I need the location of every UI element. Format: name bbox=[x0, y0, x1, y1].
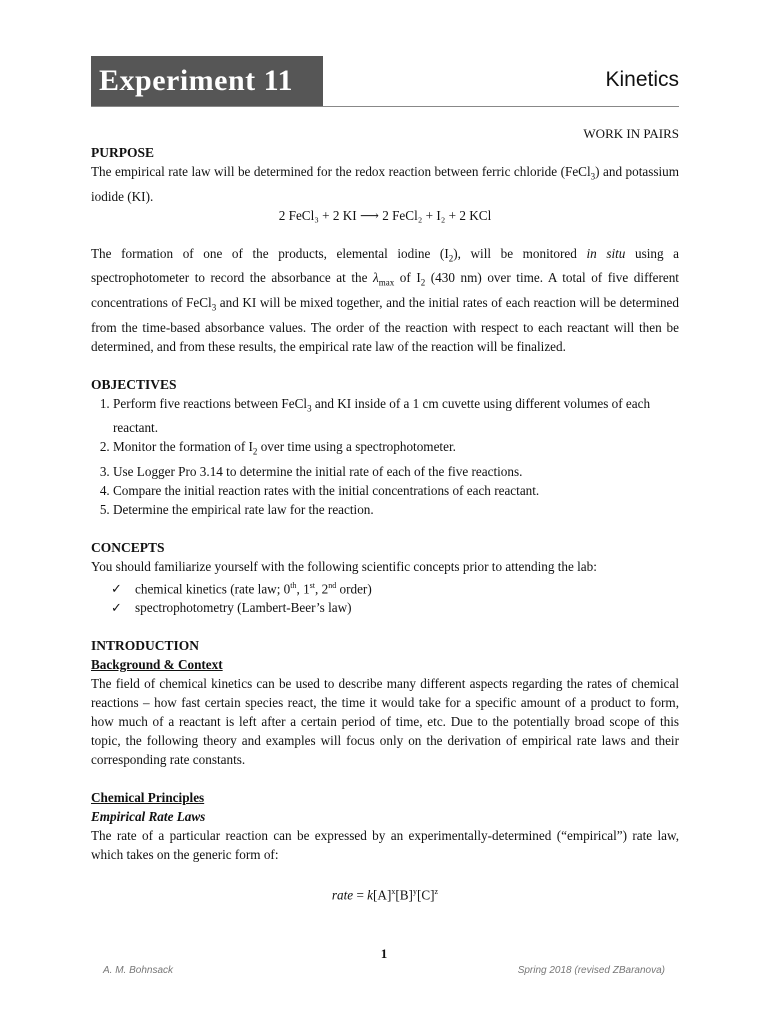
work-in-pairs-note: WORK IN PAIRS bbox=[583, 126, 679, 141]
topic-title: Kinetics bbox=[605, 68, 679, 91]
page-number: 1 bbox=[380, 946, 388, 961]
concepts-heading: CONCEPTS bbox=[91, 539, 165, 555]
introduction-heading: INTRODUCTION bbox=[91, 638, 200, 654]
chemical-principles-heading: Chemical Principles bbox=[91, 790, 205, 806]
objective-item: 4. Compare the initial reaction rates with the initial concentrations of each reactant. bbox=[113, 481, 679, 500]
concepts-list bbox=[91, 576, 679, 617]
empirical-rate-laws-heading: Empirical Rate Laws bbox=[91, 809, 206, 825]
empirical-rate-laws-paragraph: The rate of a particular reaction can be expressed by an experimentally-determined (“empirical”) rate law, which takes on the generic form of: bbox=[91, 828, 679, 863]
objective-item: 2. Monitor the formation of $I_2$ over time using a spectrophotometer. bbox=[113, 437, 679, 462]
concepts-intro: You should familiarize yourself with the following scientific concepts prior to attending the lab: bbox=[91, 558, 597, 574]
header-rule bbox=[91, 106, 679, 107]
footer-revision: Spring 2018 (revised ZBaranova) bbox=[517, 965, 665, 976]
experiment-title: Experiment 11 bbox=[91, 56, 323, 106]
concept-item: ✓ spectrophotometry (Lambert-Beer’s law) bbox=[111, 598, 679, 617]
rate-law-equation: rate = $k[A]^x[B]^y[C]^z$ bbox=[331, 887, 439, 903]
background-heading: Background & Context bbox=[91, 657, 223, 673]
footer-author: A. M. Bohnsack bbox=[103, 965, 174, 976]
purpose-heading: PURPOSE bbox=[91, 145, 155, 160]
background-paragraph: The field of chemical kinetics can be used to describe many different aspects regarding the rates of chemical reactions – how fast certain species react, the time it would take for a specific amount of a product to form, how much of a reactant is left after a certain period of time, etc. Due to the potentially broad scope of this topic, the following theory and examples will focus only on the derivation of empirical rate laws and their corresponding rate constants. bbox=[91, 676, 679, 768]
concept-item: ✓ chemical kinetics (rate law; 0th, 1st, 2nd order) bbox=[111, 576, 679, 598]
objective-item: 3. Use Logger Pro 3.14 to determine the initial rate of each of the five reactions. bbox=[113, 462, 679, 481]
objectives-heading: OBJECTIVES bbox=[91, 376, 177, 392]
purpose-paragraph-2: The formation of one of the products, elemental iodine $(I_2)$, will be monitored in situ using a spectrophotometer to record the absorbance at the $\lambda_{max}$ of $I_2$ (430 nm) over time. A total of five different concentrations of FeCl$_3$ and KI will be mixed together, and the initial rates of each reaction will be determined from the time-based absorbance values. The order of the reaction with respect to each reactant will then be determined, and from these results, the empirical rate law of the reaction will be finalized. bbox=[91, 245, 680, 354]
objective-item: 1. Perform five reactions between FeCl$_3$ and KI inside of a 1 cm cuvette using different volumes of each reactant. bbox=[113, 394, 679, 438]
purpose-paragraph-1: The empirical rate law will be determined for the redox reaction between ferric chloride (FeCl$_3$) and potassium iodide (KI). bbox=[91, 164, 679, 204]
objective-item: 5. Determine the empirical rate law for the reaction. bbox=[113, 500, 679, 519]
document-body bbox=[91, 124, 679, 905]
page-header bbox=[91, 56, 679, 106]
objectives-list bbox=[91, 394, 679, 519]
reaction-equation: 2 FeCl₃ + 2 KI ⟶ 2 FeCl₂ + I₂ + 2 KCl bbox=[278, 207, 492, 223]
